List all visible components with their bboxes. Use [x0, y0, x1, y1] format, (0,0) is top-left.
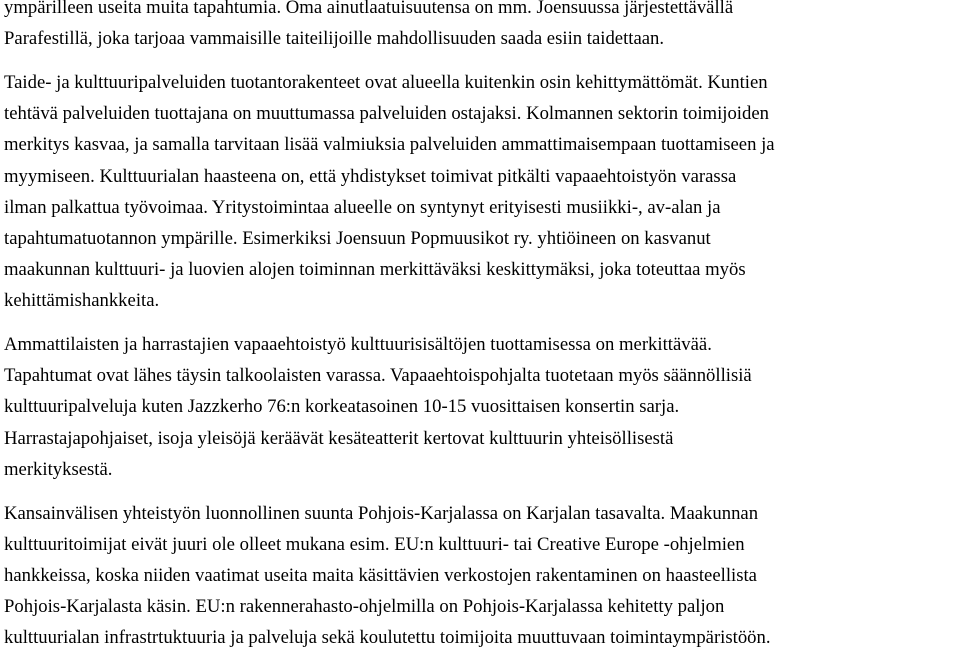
paragraph-gap — [4, 316, 959, 329]
paragraph-gap — [4, 485, 959, 498]
text-line: Tapahtumat ovat lähes täysin talkoolaisten varassa. Vapaaehtoispohjalta tuotetaan myös säännöllisiä — [4, 365, 752, 387]
text-line: kulttuuripalveluja kuten Jazzkerho 76:n korkeatasoinen 10-15 vuosittaisen konsertin sarja. — [4, 396, 680, 418]
text-line: maakunnan kulttuuri- ja luovien alojen toiminnan merkittäväksi keskittymäksi, joka toteuttaa myös — [4, 259, 746, 281]
paragraph-gap — [4, 54, 959, 67]
text-line: myymiseen. Kulttuurialan haasteena on, että yhdistykset toimivat pitkälti vapaaehtoistyön varassa — [4, 165, 737, 187]
paragraph-volunteer-work — [4, 329, 959, 485]
paragraph-international-cooperation — [4, 498, 959, 654]
text-line: merkityksestä. — [4, 458, 113, 480]
text-line: Kansainvälisen yhteistyön luonnollinen suunta Pohjois-Karjalassa on Karjalan tasavalta. Maakunnan — [4, 502, 759, 524]
paragraph-events — [4, 0, 959, 54]
document-page — [4, 0, 959, 654]
text-line: tehtävä palveluiden tuottajana on muuttumassa palveluiden ostajaksi. Kolmannen sektorin toimijoiden — [4, 103, 769, 125]
text-line: ilman palkattua työvoimaa. Yritystoimintaa alueelle on syntynyt erityisesti musiikki-, av-alan ja — [4, 196, 721, 218]
text-line: Parafestillä, joka tarjoaa vammaisille taiteilijoille mahdollisuuden saada esiin taidettaan. — [4, 28, 665, 50]
text-line: kehittämishankkeita. — [4, 290, 160, 312]
text-line: kulttuuritoimijat eivät juuri ole olleet mukana esim. EU:n kulttuuri- tai Creative Europe -ohjelmien — [4, 533, 745, 555]
paragraph-production-structures — [4, 67, 959, 317]
text-line: Harrastajapohjaiset, isoja yleisöjä keräävät kesäteatterit kertovat kulttuurin yhteisöllisestä — [4, 427, 674, 449]
text-line: Ammattilaisten ja harrastajien vapaaehtoistyö kulttuurisisältöjen tuottamisessa on merkittävää. — [4, 334, 712, 356]
text-line: Taide- ja kulttuuripalveluiden tuotantorakenteet ovat alueella kuitenkin osin kehittymättömät. Kuntien — [4, 71, 768, 93]
text-line: Pohjois-Karjalasta käsin. EU:n rakennerahasto-ohjelmilla on Pohjois-Karjalassa kehitetty paljon — [4, 596, 725, 618]
text-line: hankkeissa, koska niiden vaatimat useita maita käsittävien verkostojen rakentaminen on haasteellista — [4, 564, 757, 586]
text-line: tapahtumatuotannon ympärille. Esimerkiksi Joensuun Popmuusikot ry. yhtiöineen on kasvanut — [4, 227, 711, 249]
text-line: merkitys kasvaa, ja samalla tarvitaan lisää valmiuksia palveluiden ammattimaisempaan tuottamiseen ja — [4, 134, 775, 156]
text-line: ympärilleen useita muita tapahtumia. Oma ainutlaatuisuutensa on mm. Joensuussa järjestettävällä — [4, 0, 734, 18]
text-line: kulttuurialan infrastrtuktuuria ja palveluja sekä koulutettu toimijoita muuttuvaan toimintaympäristöön. — [4, 627, 771, 649]
